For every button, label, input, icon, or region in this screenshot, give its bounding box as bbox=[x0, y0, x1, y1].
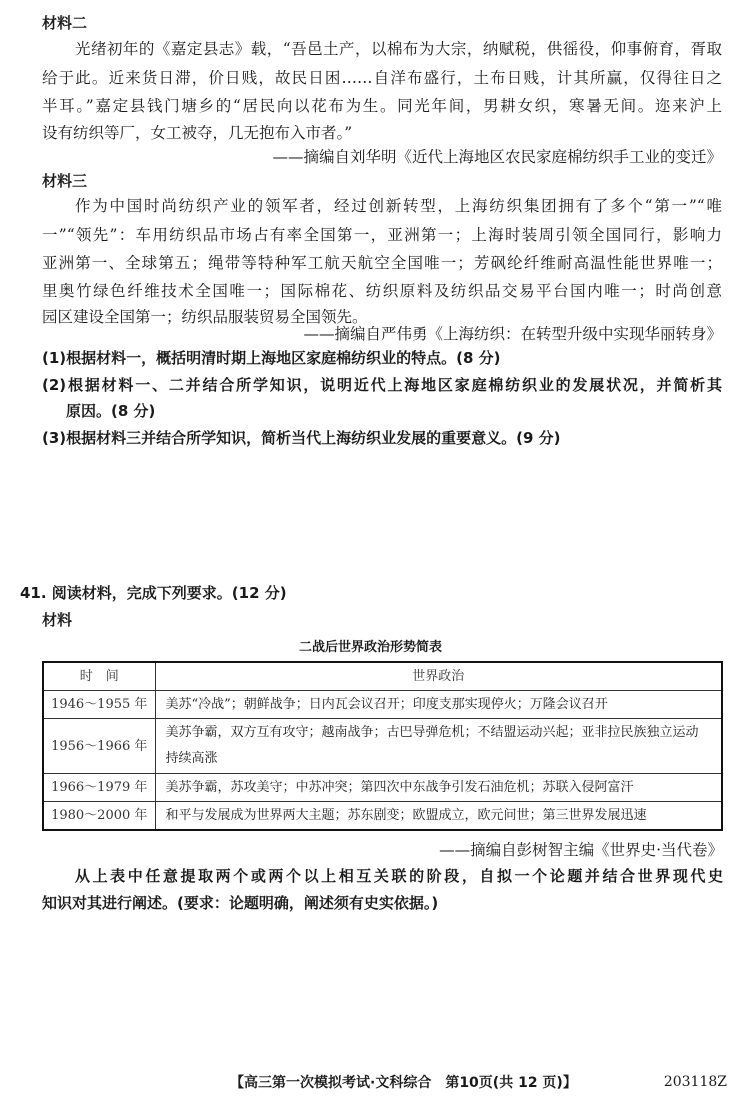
q41-task-line: 从上表中任意提取两个或两个以上相互关联的阶段，自拟一个论题并结合世界现代史 bbox=[75, 867, 723, 885]
table-row bbox=[43, 691, 722, 719]
material-3-line: 作为中国时尚纺织产业的领军者，经过创新转型，上海纺织集团拥有了多个“第一”“唯 bbox=[75, 197, 722, 215]
table-section bbox=[42, 661, 723, 914]
question-1: (1)根据材料一，概括明清时期上海地区家庭棉纺织业的特点。(8 分) bbox=[42, 349, 501, 367]
material-2-heading: 材料二 bbox=[42, 14, 88, 32]
world-politics-table bbox=[42, 661, 723, 831]
material-3-line: 亚洲第一、全球第五；绳带等特种军工航天航空全国唯一；芳砜纶纤维耐高温性能世界唯一； bbox=[42, 254, 722, 272]
row-time: 1966～1979 年 bbox=[43, 774, 155, 802]
row-time: 1956～1966 年 bbox=[43, 719, 155, 774]
material-3-line: 一”“领先”：车用纺织品市场占有率全国第一，亚洲第一；上海时装周引领全国同行，影响力 bbox=[42, 226, 722, 244]
table-header-row bbox=[43, 662, 722, 691]
row-events: 美苏争霸，双方互有攻守；越南战争；古巴导弹危机；不结盟运动兴起；亚非拉民族独立运动持续高涨 bbox=[155, 719, 722, 774]
q41-material-heading: 材料 bbox=[42, 611, 73, 629]
question-3: (3)根据材料三并结合所学知识，简析当代上海纺织业发展的重要意义。(9 分) bbox=[42, 429, 561, 447]
table-row bbox=[43, 719, 722, 774]
table-row bbox=[43, 802, 722, 831]
material-3-source: ——摘编自严伟勇《上海纺织：在转型升级中实现华丽转身》 bbox=[303, 325, 722, 343]
page-footer: 【高三第一次模拟考试·文科综合 第10页(共 12 页)】 bbox=[230, 1075, 577, 1091]
table-title: 二战后世界政治形势简表 bbox=[298, 640, 442, 655]
page-footer-bar bbox=[230, 1072, 727, 1092]
question-2: (2)根据材料一、二并结合所学知识，说明近代上海地区家庭棉纺织业的发展状况，并简析其 bbox=[42, 376, 722, 394]
question-2-cont: 原因。(8 分) bbox=[66, 402, 156, 420]
material-2-line: 半耳。”嘉定县钱门塘乡的“居民向以花布为生。同光年间，男耕女织，寒暑无间。迩来沪上 bbox=[42, 97, 722, 115]
row-events: 美苏争霸，苏攻美守；中苏冲突；第四次中东战争引发石油危机；苏联入侵阿富汗 bbox=[155, 774, 722, 802]
material-3-line: 里奥竹绿色纤维技术全国唯一；国际棉花、纺织原料及纺织品交易平台国内唯一；时尚创意 bbox=[42, 282, 722, 300]
row-events: 和平与发展成为世界两大主题；苏东剧变；欧盟成立，欧元问世；第三世界发展迅速 bbox=[155, 802, 722, 831]
material-2-line: 设有纺织等厂，女工被夺，几无抱布入市者。” bbox=[42, 124, 353, 142]
table-row bbox=[43, 774, 722, 802]
material-3-heading: 材料三 bbox=[42, 172, 88, 190]
exam-code: 203118Z bbox=[663, 1074, 727, 1090]
material-2-source: ——摘编自刘华明《近代上海地区农民家庭棉纺织手工业的变迁》 bbox=[272, 148, 722, 166]
q41-source: ——摘编自彭树智主编《世界史·当代卷》 bbox=[439, 841, 723, 859]
header-world-politics: 世界政治 bbox=[155, 662, 722, 691]
header-time: 时 间 bbox=[43, 662, 155, 691]
material-2-line: 给于此。近来货日滞，价日贱，故民日困……自洋布盛行，土布日贱，计其所赢，仅得往日之 bbox=[42, 69, 722, 87]
material-3-line: 园区建设全国第一；纺织品服装贸易全国领先。 bbox=[42, 308, 368, 326]
q41-task-line: 知识对其进行阐述。(要求：论题明确，阐述须有史实依据。) bbox=[42, 894, 439, 912]
question-41-title: 41. 阅读材料，完成下列要求。(12 分) bbox=[20, 584, 287, 602]
row-time: 1980～2000 年 bbox=[43, 802, 155, 831]
material-2-line: 光绪初年的《嘉定县志》载，“吾邑土产，以棉布为大宗，纳赋税，供徭役，仰事俯育，胥取 bbox=[75, 40, 722, 58]
row-time: 1946～1955 年 bbox=[43, 691, 155, 719]
row-events: 美苏“冷战”；朝鲜战争；日内瓦会议召开；印度支那实现停火；万隆会议召开 bbox=[155, 691, 722, 719]
